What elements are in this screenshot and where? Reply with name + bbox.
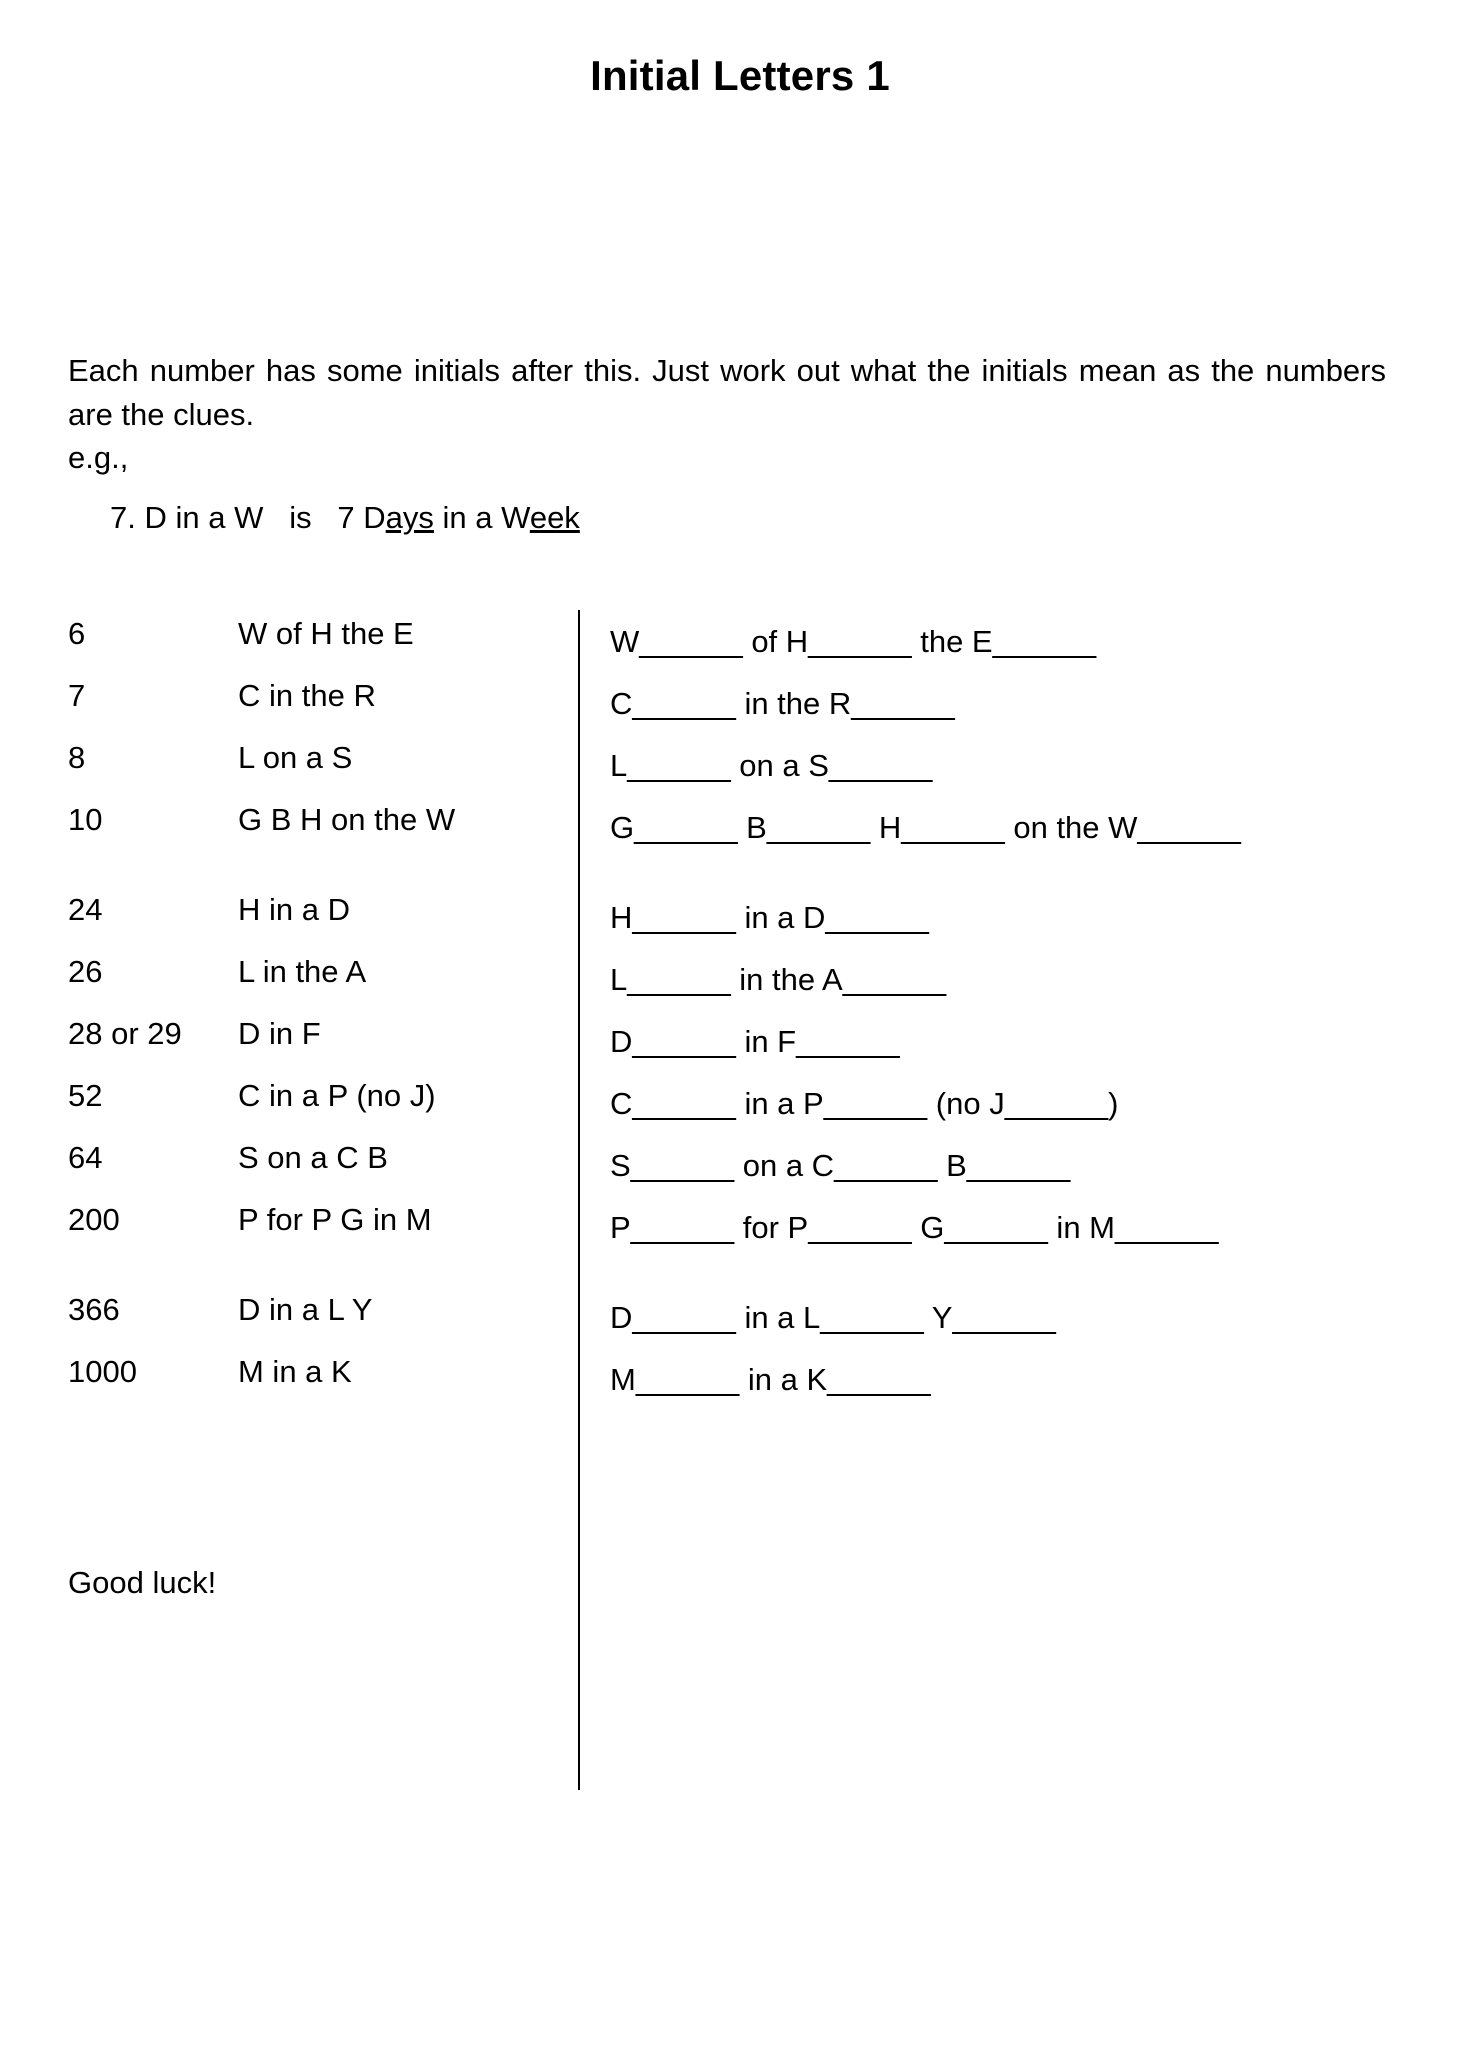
page-title: Initial Letters 1 xyxy=(590,52,890,99)
table-row xyxy=(68,1356,1408,1418)
row-number: 200 xyxy=(68,1202,120,1237)
table-row xyxy=(68,618,1408,680)
row-answer-blank[interactable]: L______ on a S______ xyxy=(610,748,933,783)
table-row xyxy=(68,804,1408,866)
row-number: 1000 xyxy=(68,1354,137,1389)
row-answer-blank[interactable]: D______ in F______ xyxy=(610,1024,900,1059)
row-clue: P for P G in M xyxy=(238,1202,432,1237)
example-is: is xyxy=(289,500,312,535)
example-answer-mid: in a W xyxy=(433,500,530,535)
row-number: 26 xyxy=(68,954,103,989)
row-answer-blank[interactable]: L______ in the A______ xyxy=(610,962,947,997)
table-row xyxy=(68,1018,1408,1080)
table-row xyxy=(68,956,1408,1018)
row-number: 7 xyxy=(68,678,86,713)
row-clue: D in a L Y xyxy=(238,1292,373,1327)
example-answer-underline-1: ays xyxy=(385,500,434,535)
row-answer-blank[interactable]: C______ in the R______ xyxy=(610,686,955,721)
row-number: 366 xyxy=(68,1292,120,1327)
example-number: 7. xyxy=(110,500,136,535)
row-clue: G B H on the W xyxy=(238,802,456,837)
row-clue: C in a P (no J) xyxy=(238,1078,436,1113)
closing-text: Good luck! xyxy=(68,1565,217,1600)
table-row xyxy=(68,742,1408,804)
row-answer-blank[interactable]: S______ on a C______ B______ xyxy=(610,1148,1071,1183)
row-number: 24 xyxy=(68,892,103,927)
row-number: 64 xyxy=(68,1140,103,1175)
row-number: 28 or 29 xyxy=(68,1016,182,1051)
row-number: 10 xyxy=(68,802,103,837)
row-clue: D in F xyxy=(238,1016,321,1051)
row-clue: W of H the E xyxy=(238,616,414,651)
row-answer-blank[interactable]: G______ B______ H______ on the W______ xyxy=(610,810,1241,845)
row-answer-blank[interactable]: D______ in a L______ Y______ xyxy=(610,1300,1056,1335)
row-clue: M in a K xyxy=(238,1354,352,1389)
table-row xyxy=(68,1142,1408,1204)
row-answer-blank[interactable]: W______ of H______ the E______ xyxy=(610,624,1097,659)
table-row xyxy=(68,680,1408,742)
example-line xyxy=(110,500,580,536)
row-number: 52 xyxy=(68,1078,103,1113)
table-row xyxy=(68,1294,1408,1356)
row-answer-blank[interactable]: C______ in a P______ (no J______) xyxy=(610,1086,1119,1121)
row-clue: L in the A xyxy=(238,954,367,989)
row-clue: C in the R xyxy=(238,678,376,713)
row-answer-blank[interactable]: P______ for P______ G______ in M______ xyxy=(610,1210,1219,1245)
row-clue: L on a S xyxy=(238,740,353,775)
table-row xyxy=(68,1080,1408,1142)
row-clue: S on a C B xyxy=(238,1140,388,1175)
row-clue: H in a D xyxy=(238,892,350,927)
row-number: 8 xyxy=(68,740,86,775)
row-answer-blank[interactable]: M______ in a K______ xyxy=(610,1362,931,1397)
puzzle-grid xyxy=(68,618,1408,1418)
instructions-paragraph: Each number has some initials after this. Just work out what the initials mean as the numbers are the clues. xyxy=(68,353,1386,433)
row-number: 6 xyxy=(68,616,86,651)
table-row xyxy=(68,894,1408,956)
example-answer-underline-2: eek xyxy=(529,500,580,535)
row-answer-blank[interactable]: H______ in a D______ xyxy=(610,900,929,935)
example-answer-prefix: 7 D xyxy=(337,500,386,535)
table-row xyxy=(68,1204,1408,1266)
example-clue: D in a W xyxy=(144,500,264,535)
example-label: e.g., xyxy=(68,440,129,475)
